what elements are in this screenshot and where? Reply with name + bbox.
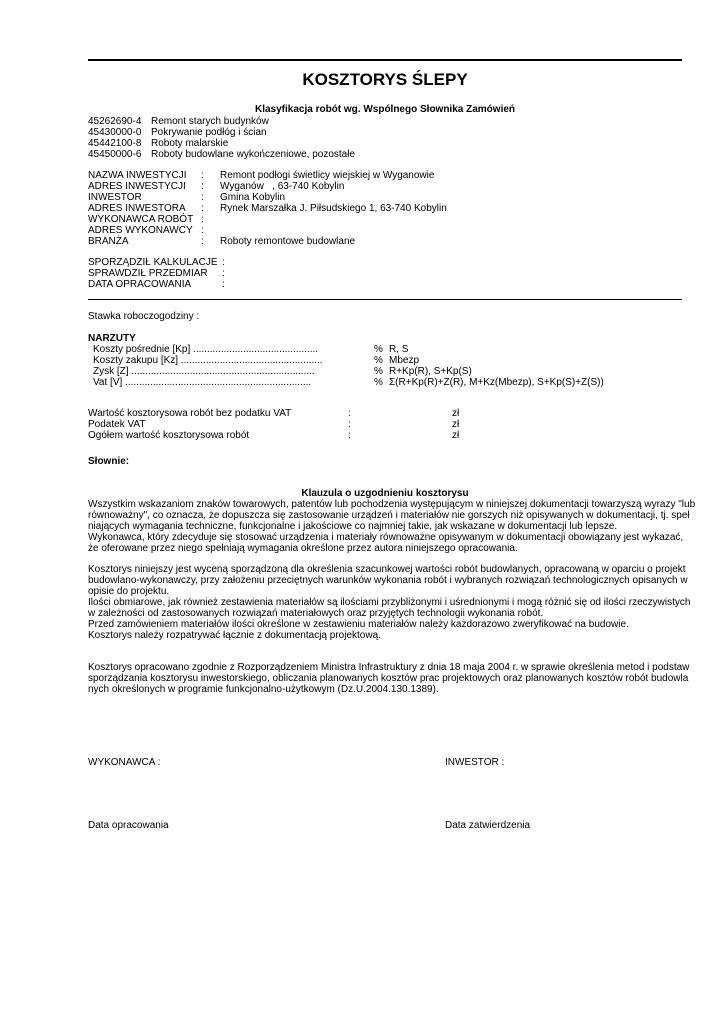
contractor-signature-label: WYKONAWCA : [88,757,161,768]
field-colon: : [201,170,204,181]
field-colon: : [201,192,204,203]
markup-label: Zysk [Z] .................................................................. [93,366,315,377]
field-label: BRANŻA [88,236,129,247]
classification-name: Remont starych budynków [151,116,269,127]
field-colon: : [201,203,204,214]
clause-line: Kosztorys opracowano zgodnie z Rozporządzeniem Ministra Infrastruktury z dnia 18 maja 2004 r. w sprawie określenia metod i podstaw [88,662,690,673]
field-colon: : [201,236,204,247]
field-value: Roboty remontowe budowlane [220,236,356,247]
clause-line: opisie do projektu. [88,586,170,597]
total-currency: zł [452,419,460,430]
classification-heading: Klasyfikacja robót wg. Wspólnego Słownika Zamówień [254,104,516,115]
clause-line: sporządzania kosztorysu inwestorskiego, obliczania planowanych kosztów prac projektowych oraz planowanych kosztów robót budowla [88,673,689,684]
date-approved-label: Data zatwierdzenia [445,820,531,831]
words-label: Słownie: [88,456,130,467]
clause-line: Ilości obmiarowe, jak również zestawienia materiałów są ilościami przybliżonymi i uśrednionymi i mogą różnić się od ilości rzeczywistych [88,597,691,608]
markup-unit: % [374,377,383,388]
markup-unit: % [374,355,383,366]
markup-basis: R+Kp(R), S+Kp(S) [389,366,472,377]
field-value: Gmina Kobylin [220,192,286,203]
markup-label: Vat [V] ................................................................... [93,377,312,388]
total-colon: : [348,419,351,430]
field-colon: : [201,225,204,236]
markup-basis: R, S [389,344,409,355]
markup-unit: % [374,344,383,355]
clause-heading: Klauzula o uzgodnieniu kosztorysu [301,488,469,499]
classification-code: 45430000-0 [88,127,142,138]
total-currency: zł [452,430,460,441]
field-value: Remont podłogi świetlicy wiejskiej w Wyganowie [220,170,435,181]
clause-line: Kosztorys należy rozpatrywać łącznie z dokumentacją projektową. [88,630,381,641]
field-value: Wyganów , 63-740 Kobylin [220,181,345,192]
field-colon: : [222,257,225,268]
labor-rate-label: Stawka roboczogodziny : [88,311,200,322]
field-label: SPRAWDZIŁ PRZEDMIAR [88,268,208,279]
clause-line: Wszystkim wskazaniom znaków towarowych, patentów lub pochodzenia występującym w niniejszej dokumentacji towarzyszą wyrazy "lub [88,499,696,510]
clause-line: równoważny", co oznacza, że dopuszcza się zastosowanie urządzeń i materiałów nie gorszych niż opisywanych w dokumentacji, tj. speł [88,510,690,521]
markup-basis: Σ(R+Kp(R)+Z(R), M+Kz(Mbezp), S+Kp(S)+Z(S)) [389,377,604,388]
field-label: ADRES INWESTORA [88,203,186,214]
total-label: Podatek VAT [88,419,146,430]
clause-line: Wykonawca, który zdecyduje się stosować urządzenia i materiały równoważne opisywanym w dokumentacji obowiązany jest wykazać, [88,532,684,543]
markups-heading: NARZUTY [88,333,136,344]
top-rule [88,59,682,61]
classification-name: Roboty budowlane wykończeniowe, pozostałe [151,149,356,160]
field-label: INWESTOR [88,192,142,203]
field-colon: : [222,268,225,279]
clause-line: Przed zamówieniem materiałów ilości określone w zestawieniu materiałów należy każdorazowo zweryfikować na budowie. [88,619,629,630]
markup-unit: % [374,366,383,377]
field-label: ADRES INWESTYCJI [88,181,186,192]
field-colon: : [201,214,204,225]
markup-label: Koszty pośrednie [Kp] ............................................. [93,344,319,355]
classification-code: 45442100-8 [88,138,142,149]
clause-paragraph [88,499,696,554]
date-prepared-label: Data opracowania [88,820,169,831]
classification-name: Roboty malarskie [151,138,229,149]
total-currency: zł [452,408,460,419]
classification-code: 45450000-6 [88,149,142,160]
total-colon: : [348,430,351,441]
clause-line: nych określonych w programie funkcjonalno-użytkowym (Dz.U.2004.130.1389). [88,684,439,695]
clause-line: niających wymagania techniczne, funkcjonalne i jakościowe co najmniej takie, jak wskazane w dokumentacji lub lepsze. [88,521,618,532]
clause-line: że oferowane przez niego spełniają wymagania określone przez autora niniejszego opracowania. [88,543,518,554]
investor-signature-label: INWESTOR : [445,757,505,768]
classification-name: Pokrywanie podłóg i ścian [151,127,267,138]
field-label: NAZWA INWESTYCJI [88,170,187,181]
total-label: Ogółem wartość kosztorysowa robót [88,430,250,441]
field-label: WYKONAWCA ROBÓT [88,214,194,225]
markup-basis: Mbezp [389,355,420,366]
regulation-paragraph [88,662,690,695]
clause-line: w zależności od zastosowanych rozwiązań materiałowych oraz przyjętych technologii wykonania robót. [88,608,544,619]
field-label: ADRES WYKONAWCY [88,225,193,236]
field-label: DATA OPRACOWANIA [88,279,192,290]
page-title: KOSZTORYS ŚLEPY [302,70,468,89]
clause-line: Kosztorys niniejszy jest wyceną sporządzoną dla określenia szacunkowej wartości robót budowlanych, opracowaną w oparciu o projekt [88,564,686,575]
field-colon: : [222,279,225,290]
classification-code: 45262690-4 [88,116,142,127]
clause-line: budowlano-wykonawczy, przy założeniu przeciętnych warunków wykonania robót i wybranych rozwiązań technologicznych opisanych w [88,575,688,586]
field-colon: : [201,181,204,192]
clause-paragraph [88,564,691,641]
section-rule [88,299,682,300]
field-value: Rynek Marszałka J. Piłsudskiego 1, 63-740 Kobylin [220,203,447,214]
field-label: SPORZĄDZIŁ KALKULACJE [88,257,218,268]
total-label: Wartość kosztorysowa robót bez podatku VAT [88,408,292,419]
markup-label: Koszty zakupu [Kz] ................................................... [93,355,323,366]
total-colon: : [348,408,351,419]
